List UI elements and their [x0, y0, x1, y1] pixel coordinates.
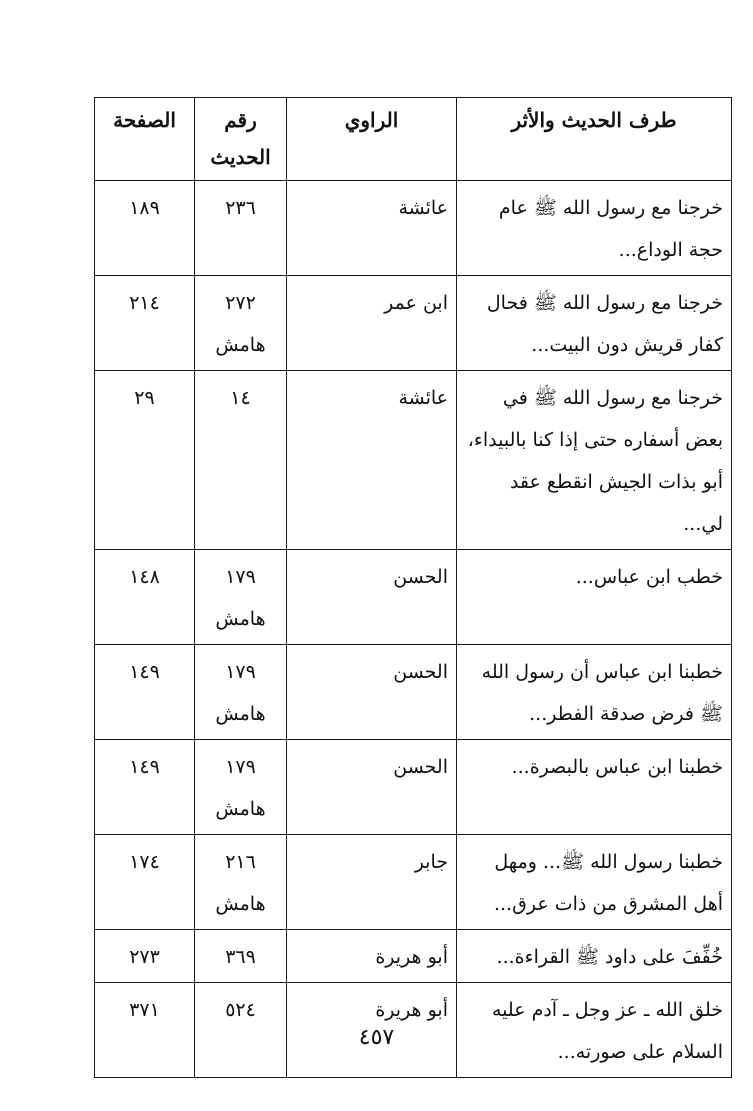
header-hadith-text: طرف الحديث والأثر: [457, 98, 732, 181]
footnote-note: هامش: [215, 798, 266, 820]
page-cell: ٢١٤: [95, 276, 195, 371]
hadith-number: ١٧٩: [225, 661, 256, 683]
hadith-number-cell: [195, 181, 287, 276]
table-row: [95, 371, 732, 550]
page-number: ٤٥٧: [358, 1025, 395, 1050]
hadith-text-cell: خطبنا رسول الله ﷺ... ومهل أهل المشرق من ذات عرق...: [457, 835, 732, 930]
hadith-text-cell: خرجنا مع رسول الله ﷺ عام حجة الوداع...: [457, 181, 732, 276]
hadith-number-cell: [195, 550, 287, 645]
footnote-note: هامش: [215, 334, 266, 356]
table-row: [95, 930, 732, 983]
narrator-cell: الحسن: [287, 645, 457, 740]
page-cell: ١٧٤: [95, 835, 195, 930]
footnote-note: هامش: [215, 703, 266, 725]
hadith-text-cell: خطبنا ابن عباس بالبصرة...: [457, 740, 732, 835]
page-cell: ١٨٩: [95, 181, 195, 276]
hadith-number: ٣٦٩: [225, 946, 256, 968]
header-narrator: الراوي: [287, 98, 457, 181]
hadith-number: ١٧٩: [225, 566, 256, 588]
page-cell: ١٤٩: [95, 740, 195, 835]
hadith-number-cell: [195, 930, 287, 983]
narrator-cell: عائشة: [287, 181, 457, 276]
page-cell: ٢٧٣: [95, 930, 195, 983]
hadith-index-table: [94, 97, 732, 1078]
table-row: [95, 181, 732, 276]
page-cell: ٣٧١: [95, 983, 195, 1078]
hadith-number: ٥٢٤: [225, 999, 256, 1021]
narrator-cell: ابن عمر: [287, 276, 457, 371]
hadith-text-cell: خلق الله ـ عز وجل ـ آدم عليه السلام على صورته...: [457, 983, 732, 1078]
hadith-number-cell: [195, 835, 287, 930]
page-cell: ١٤٨: [95, 550, 195, 645]
header-page: الصفحة: [95, 98, 195, 181]
narrator-cell: أبو هريرة: [287, 983, 457, 1078]
table-body: [95, 181, 732, 1078]
hadith-text-cell: خرجنا مع رسول الله ﷺ فحال كفار قريش دون البيت...: [457, 276, 732, 371]
hadith-number-cell: [195, 645, 287, 740]
table-row: [95, 550, 732, 645]
footnote-note: هامش: [215, 893, 266, 915]
hadith-number-cell: [195, 276, 287, 371]
narrator-cell: جابر: [287, 835, 457, 930]
table-header: [95, 98, 732, 181]
hadith-text-cell: خطبنا ابن عباس أن رسول الله ﷺ فرض صدقة الفطر...: [457, 645, 732, 740]
hadith-text-cell: خُفِّفَ على داود ﷺ القراءة...: [457, 930, 732, 983]
narrator-cell: الحسن: [287, 550, 457, 645]
narrator-cell: الحسن: [287, 740, 457, 835]
hadith-number: ٢٧٢: [225, 292, 256, 314]
page-cell: ١٤٩: [95, 645, 195, 740]
table-row: [95, 276, 732, 371]
hadith-number: ١٤: [230, 387, 251, 409]
narrator-cell: أبو هريرة: [287, 930, 457, 983]
hadith-number-cell: [195, 371, 287, 550]
footnote-note: هامش: [215, 608, 266, 630]
table-row: [95, 835, 732, 930]
hadith-text-cell: خطب ابن عباس...: [457, 550, 732, 645]
header-row: [95, 98, 732, 181]
hadith-number: ١٧٩: [225, 756, 256, 778]
hadith-text-cell: خرجنا مع رسول الله ﷺ في بعض أسفاره حتى إذا كنا بالبيداء، أبو بذات الجيش انقطع عقد لي...: [457, 371, 732, 550]
hadith-number: ٢٣٦: [225, 197, 256, 219]
hadith-number: ٢١٦: [225, 851, 256, 873]
narrator-cell: عائشة: [287, 371, 457, 550]
header-hadith-number: رقم الحديث: [195, 98, 287, 181]
table-row: [95, 645, 732, 740]
hadith-number-cell: [195, 740, 287, 835]
page-cell: ٢٩: [95, 371, 195, 550]
table-row: [95, 740, 732, 835]
